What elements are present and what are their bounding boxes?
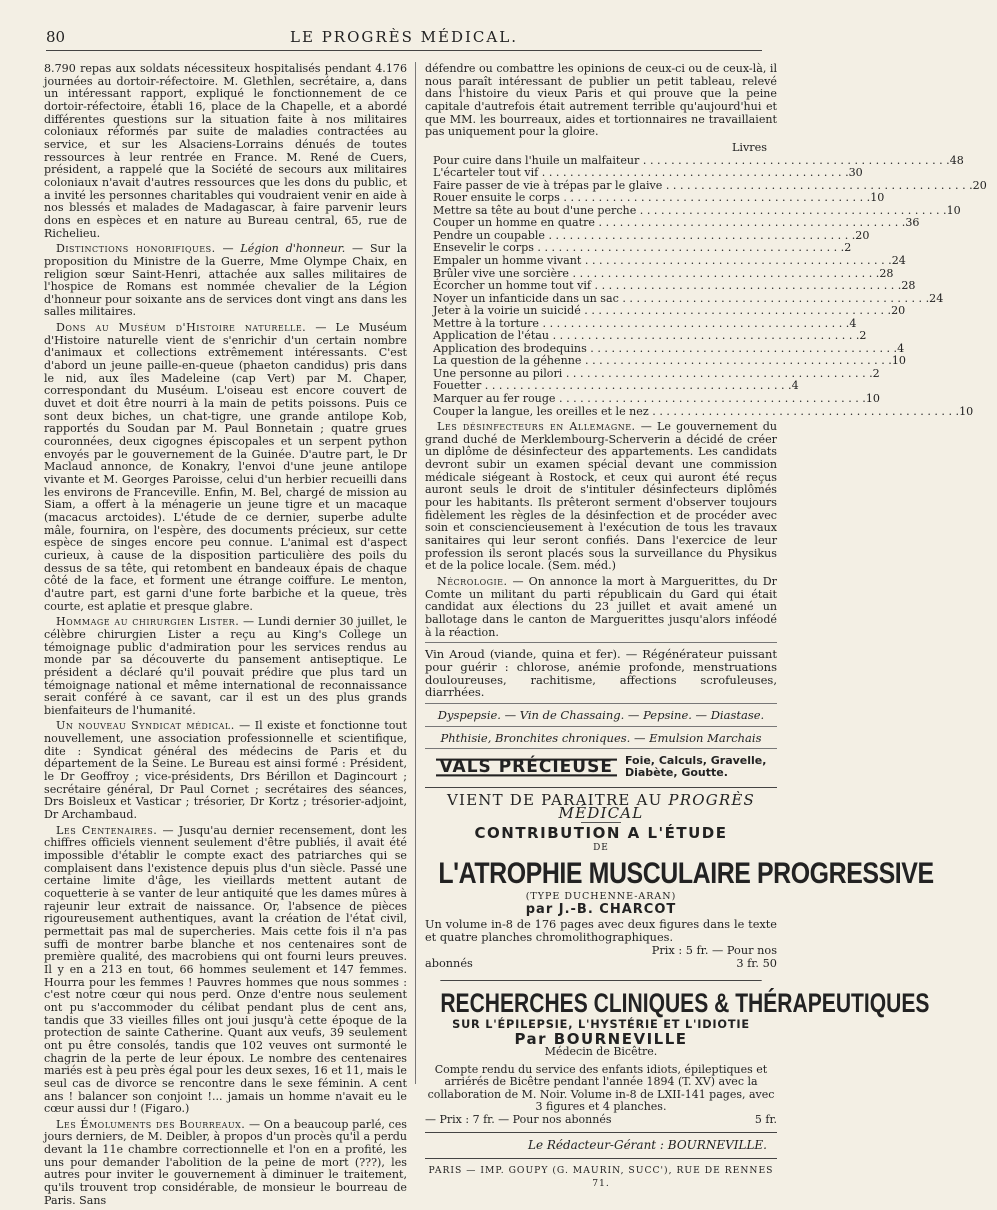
table-row-value: 4: [849, 316, 857, 330]
table-row-value: 2: [859, 329, 867, 343]
book-bourneville-role: Médecin de Bicêtre.: [544, 1045, 658, 1059]
table-row-label: La question de la géhenne . . .: [425, 355, 892, 368]
section-heading: Les Centenaires.: [56, 823, 158, 837]
table-header-livres: Livres: [731, 140, 767, 154]
table-row-label: Faire passer de vie à trépas par le glaive . . .: [425, 180, 973, 193]
table-row-value: 2: [872, 366, 880, 380]
book-description: Un volume in-8 de 176 pages avec deux figures dans le texte et quatre planches chromolithographiques. Prix : 5 fr. — Pour nos abonnés 3 fr. 50: [425, 918, 777, 971]
table-row: [425, 354, 906, 368]
table-row-label: Pendre un coupable . . .: [425, 230, 855, 243]
book-author: par J.-B. CHARCOT: [525, 902, 677, 918]
table-row-value: 20: [891, 304, 906, 318]
section-heading: Dons au Muséum d'Histoire naturelle.: [56, 321, 307, 335]
section-heading: Les désinfecteurs en Allemagne.: [437, 420, 636, 434]
book-announce: VIENT DE PARAITRE AU PROGRÈS MÉDICAL: [446, 791, 755, 822]
table-row-value: 4: [791, 379, 799, 393]
vals-claim: Foie, Calculs, Gravelle, Diabète, Goutte.: [624, 754, 767, 780]
table-row-value: 24: [891, 253, 906, 267]
table-row-label: Marquer au fer rouge . . .: [425, 393, 866, 406]
table-row-label: Une personne au pilori . . .: [425, 368, 873, 381]
table-row-value: 10: [959, 404, 974, 418]
table-row-value: 10: [865, 391, 880, 405]
table-row-label: Ensevelir le corps . . .: [425, 242, 844, 255]
printer-imprint: PARIS — IMP. GOUPY (G. MAURIN, SUCC'), RUE DE RENNES 71.: [425, 1158, 777, 1190]
table-row-value: 48: [949, 153, 964, 167]
paragraph-desinfecteurs: Les désinfecteurs en Allemagne. — Le gouvernement du grand duché de Merklembourg-Scherverin a décidé de créer un diplôme de désinfecteur des appartements. Les candidats devront subir un examen spécial devant une commission médicale siégeant à Rostock, et ceux qui auront été reçus auront seuls le droit de s'intituler désinfecteurs diplômés pour les habitants. Ils prêteront serment d'observer toujours fidèlement les règles de la désinfection et de procéder avec soin et consciencieusement à l'exécution de tous les travaux sanitaires qui leur seront confiés. Dans l'exercice de leur profession ils seront placés sous la surveillance du Physikus et de la police locale. (Sem. méd.): [425, 420, 777, 573]
table-row-label: Application de l'étau . . .: [425, 330, 859, 343]
table-row-value: 10: [891, 354, 906, 368]
book-bourneville-description: Compte rendu du service des enfants idiots, épileptiques et arriérés de Bicêtre pendant l'année 1894 (T. XV) avec la collaboration de M. Noir. Volume in-8 de LXII-141 pages, avec 3 figures et 4 planches.: [427, 1063, 775, 1114]
table-row-label: Jeter à la voirie un suicidé . . .: [425, 305, 891, 318]
book-bourneville-subtitle: SUR L'ÉPILEPSIE, L'HYSTÉRIE ET L'IDIOTIE: [452, 1018, 750, 1032]
table-row-label: Noyer un infanticide dans un sac . . .: [425, 293, 929, 306]
section-heading: Les Émoluments des Bourreaux.: [56, 1117, 246, 1131]
table-row: [425, 404, 974, 419]
table-row-label: Mettre sa tête au bout d'une perche . . .: [425, 205, 947, 218]
table-row: [425, 329, 867, 343]
table-row: [425, 253, 906, 268]
table-row: [425, 391, 880, 406]
column-divider: [415, 62, 416, 1084]
table-row: [425, 304, 906, 318]
book-title-line-2: DE: [593, 843, 609, 854]
paragraph-bourreaux-cont: défendre ou combattre les opinions de ceux-ci ou de ceux-là, il nous paraît intéressant de publier un petit tableau, relevé dans l'histoire du vieux Paris et qui prouve que la peine capitale d'autrefois était autrement terrible qu'aujourd'hui et que MM. les bourreaux, aides et tortionnaires ne travaillaient pas uniquement pour la gloire.: [425, 62, 777, 139]
paragraph-necrologie: Nécrologie. — On annonce la mort à Marguerittes, du Dr Comte un militant du parti républicain du Gard qui était candidat aux élections du 23 juillet et avait amené un ballotage dans le canton de Marguerittes jusqu'alors inféodé à la réaction.: [425, 574, 777, 639]
table-row-value: 10: [946, 203, 961, 217]
table-row-value: 36: [905, 216, 920, 230]
table-row-label: Fouetter . . .: [425, 380, 792, 393]
table-body: [425, 153, 987, 418]
ad-marchais: Phthisie, Bronchites chroniques. — Emulsion Marchais: [425, 726, 777, 749]
table-row-value: 20: [855, 228, 870, 242]
book-bourneville-author: Par BOURNEVILLE: [514, 1029, 688, 1048]
page-header: [46, 28, 762, 50]
ad-vals-precieuse: [425, 748, 777, 783]
book-bourneville-price: — Prix : 7 fr. — Pour nos abonnés 5 fr.: [425, 1112, 777, 1126]
vals-brand: VALS PRÉCIEUSE: [436, 758, 617, 775]
ad-chassaing: Dyspepsie. — Vin de Chassaing. — Pepsine. — Diastase.: [425, 703, 777, 726]
paragraph-lister: Hommage au chirurgien Lister. — Lundi dernier 30 juillet, le célèbre chirurgien Lister a reçu au King's College un témoignage public d'admiration pour les services rendus au monde par sa découverte du pansement antiseptique. Le président a déclaré qu'il pouvait prédire que plus tard un témoignage national et même international de reconnaissance serait conféré à ce savant, car il est un des plus grands bienfaiteurs de l'humanité.: [44, 615, 407, 717]
running-title: LE PROGRÈS MÉDICAL.: [290, 28, 518, 46]
table-row-label: Empaler un homme vivant . . .: [425, 255, 892, 268]
paragraph-syndicat: Un nouveau Syndicat médical. — Il existe et fonctionne tout nouvellement, une association professionnelle et scientifique, dite : Syndicat général des médecins de Paris et du département de la Seine. Le Bureau est ainsi formé : Président, le Dr Geoffroy ; vice-présidents, Drs Bérillon et Dagincourt ; secrétaire général, Dr Paul Cornet ; secrétaires des séances, Drs Boisleux et Vasticar ; trésorier, Dr Kortz ; trésorier-adjoint, Dr Archambaud.: [44, 719, 407, 822]
table-row-label: L'écarteler tout vif . . .: [425, 167, 849, 180]
table-row-label: Écorcher un homme tout vif . . .: [425, 280, 901, 293]
book-bourneville-title: RECHERCHES CLINIQUES & THÉRAPEUTIQUES: [440, 980, 761, 1019]
table-row-label: Mettre à la torture . . .: [425, 318, 849, 331]
table-row-label: Couper un homme en quatre . . .: [425, 217, 905, 230]
left-column: [44, 63, 407, 1210]
table-row: [425, 191, 885, 205]
section-heading: Nécrologie.: [437, 574, 508, 588]
table-row-value: 24: [929, 291, 944, 305]
table-row-value: 30: [848, 166, 863, 180]
header-rule: [46, 50, 762, 51]
table-row-value: 28: [901, 279, 916, 293]
paragraph-bourreaux: Les Émoluments des Bourreaux. — On a beaucoup parlé, ces jours derniers, de M. Deibler, à propos d'un procès qu'il a perdu devant la 11e chambre correctionnelle et l'on en a profité, les uns pour demander l'abolition de la peine de mort (???), les autres pour inviter le gouvernement à diminuer le traitement, qu'ils trouvent trop considérable, de monsieur le bourreau de Paris. Sans: [44, 1117, 407, 1207]
table-row-value: 20: [972, 178, 987, 192]
paragraph-centenaires: Les Centenaires. — Jusqu'au dernier recensement, dont les chiffres officiels viennent seulement d'être publiés, il avait été impossible d'établir le compte exact des patriarches qui se complaisent dans l'existence depuis plus d'un siècle. Passé une certaine limite d'âge, les vieillards mettent autant de coquetterie à se vanter de leur antiquité que les dames mûres à rajeunir leur extrait de naissance. Or, l'absence de pièces rigoureusement authentiques, avant la création de l'état civil, permettait pas mal de supercheries. Mais cette fois il n'a pas suffi de montrer barbe blanche et nos centenaires sont de première qualité, des macrobiens qui ont fourni leurs preuves. Il y en a 213 en tout, 66 hommes seulement et 147 femmes. Hourra pour les femmes ! Pauvres hommes que nous sommes : c'est notre cœur qui nous perd. Onze d'entre nous seulement ont pu s'accommoder du célibat pendant plus de cent ans, tandis que 33 vieilles filles ont joui jusqu'à cette époque de la protection de sainte Catherine. Quant aux veufs, 39 seulement ont pu être consolés, tandis que 102 veuves ont surmonté le chagrin de la perte de leur époux. Le nombre des centenaires mariés est à peu près égal pour les deux sexes, 16 et 11, mais le seul cas de divorce se rencontre dans le sexe féminin. A cent ans ! balancer son conjoint !... jamais un homme n'avait eu le cœur aussi dur ! (Figaro.): [44, 823, 408, 1116]
right-column: [425, 62, 987, 1190]
section-heading: Distinctions honorifiques.: [56, 242, 216, 256]
table-row-value: 10: [870, 191, 885, 205]
table-row-label: Brûler vive une sorcière . . .: [425, 268, 879, 281]
table-row: [425, 279, 916, 293]
table-row-label: Application des brodequins . . .: [425, 343, 897, 356]
paragraph-dortoir: 8.790 repas aux soldats nécessiteux hospitalisés pendant 4.176 journées au dortoir-réfectoire. M. Glethlen, secrétaire, a, dans un intéressant rapport, expliqué le fonctionnement de ce dortoir-réfectoire, établi 16, place de la Chapelle, et a abordé différentes questions sur la situation faite à nos militaires coloniaux réformés par suite de maladies contractées au service, et sur les Alsaciens-Lorrains dénués de toutes ressources à leur rentrée en France. M. René de Cuers, président, a rappelé que la Société de secours aux militaires coloniaux n'avait d'autres ressources que les dons du public, et a invité les personnes charitables qui voudraient venir en aide à nos blessés et malades de Madagascar, à faire parvenir leurs dons en espèces et en nature au Bureau central, 65, rue de Richelieu.: [44, 62, 407, 240]
table-row-label: Rouer ensuite le corps . . .: [425, 192, 870, 205]
book-subtitle: (TYPE DUCHENNE-ARAN): [525, 890, 677, 902]
table-row-label: Couper la langue, les oreilles et le nez . . .: [425, 406, 959, 419]
table-row-value: 4: [897, 341, 905, 355]
tariff-table: [425, 140, 987, 418]
redacteur-gerant: Le Rédacteur-Gérant : BOURNEVILLE.: [425, 1132, 777, 1152]
section-subheading: Légion d'honneur.: [240, 242, 346, 256]
book-title-line-1: CONTRIBUTION A L'ÉTUDE: [474, 824, 728, 843]
book-charcot: [425, 787, 934, 971]
table-row: [425, 166, 863, 180]
table-row-label: Pour cuire dans l'huile un malfaiteur . . .: [425, 155, 950, 168]
ad-vin-aroud: Vin Aroud (viande, quina et fer). — Régénérateur puissant pour guérir : chlorose, anémie profonde, menstruations douloureuses, rachitisme, affections scrofuleuses, diarrhées.: [425, 642, 777, 703]
book-title-main: L'ATROPHIE MUSCULAIRE PROGRESSIVE: [438, 856, 934, 890]
table-row-value: 2: [844, 241, 852, 255]
paragraph-distinctions: Distinctions honorifiques. — Légion d'honneur. — Sur la proposition du Ministre de la Guerre, Mme Olympe Chaix, en religion sœur Saint-Henri, attachée aux salles militaires de l'hospice de Romans est nommée chevalier de la Légion d'honneur pour soixante ans de services dont vingt ans dans les salles militaires.: [44, 242, 407, 319]
paragraph-museum: Dons au Muséum d'Histoire naturelle. — Le Muséum d'Histoire naturelle vient de s'enrichir d'un certain nombre d'animaux et collections extrêmement intéressants. C'est d'abord un jeune paille-en-queue (phaeton candidus) pris dans le nid, aux îles Madeleine (cap Vert) par M. Chaper, correspondant du Muséum. L'oiseau est encore couvert de duvet et doit être nourri à la main de petits poissons. Puis ce sont deux biches, un chat-tigre, une grande antilope Kob, rapportés du Soudan par M. Paul Bonnetain ; quatre grues couronnées, deux cigognes épiscopales et un serpent python envoyés par le gouvernement de la Guinée. D'autre part, le Dr Maclaud annonce, de Konakry, l'envoi d'une jeune antilope vivante et M. Georges Paroisse, celui d'un herbier recueilli dans les environs de Franceville. Enfin, M. Bel, chargé de mission au Siam, a offert à la ménagerie un jeune tigre et un macaque (macacus arctoides). L'étude de ce dernier, superbe adulte mâle, fournira, on l'espère, des documents précieux, sur cette espèce de singes encore peu connue. L'animal est d'aspect curieux, à cause de la disposition particulière des poils du dessus de sa tête, qui retombent en bandeaux épais de chaque côté de la face, et forment une étrange coiffure. Le menton, d'autre part, est garni d'une forte barbiche et la queue, très courte, est aplatie et presque glabre.: [44, 321, 407, 613]
table-row-value: 28: [879, 266, 894, 280]
section-heading: Un nouveau Syndicat médical.: [56, 719, 235, 733]
section-heading: Hommage au chirurgien Lister.: [56, 615, 240, 629]
table-row: [425, 216, 920, 230]
page-number: 80: [46, 28, 66, 46]
